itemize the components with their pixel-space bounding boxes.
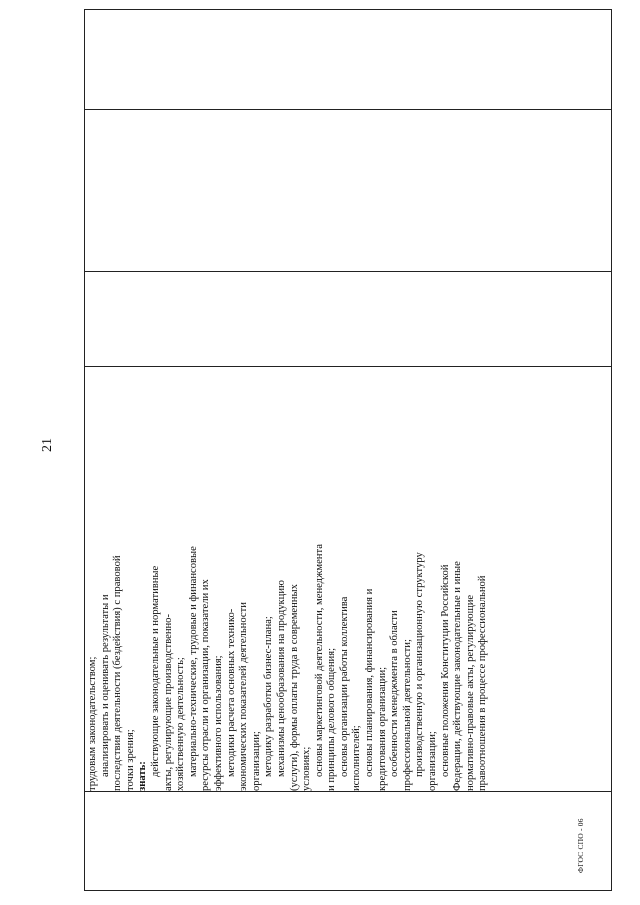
text-line: эффективного использования; bbox=[212, 655, 224, 791]
text-line: механизмы ценообразования на продукцию bbox=[275, 580, 287, 777]
text-line: акты, регулирующие производственно- bbox=[162, 614, 174, 791]
text-line: и принципы делового общения; bbox=[326, 647, 338, 791]
text-line: организации; bbox=[427, 731, 439, 791]
text-line: особенности менеджмента в области bbox=[389, 610, 401, 777]
text-line: анализировать и оценивать результаты и bbox=[99, 594, 111, 777]
text-line: основные положения Конституции Российской bbox=[439, 564, 451, 777]
footer-document-code: ФГОС СПО - 06 bbox=[576, 818, 585, 873]
text-line: точки зрения; bbox=[124, 729, 136, 791]
text-line: хозяйственную деятельность; bbox=[175, 657, 187, 791]
text-line: материально-технические, трудовые и финансовые bbox=[187, 546, 199, 777]
section-heading: знать: bbox=[137, 761, 149, 791]
text-line: условиях; bbox=[301, 746, 313, 791]
text-line: методику разработки бизнес-плана; bbox=[263, 616, 275, 777]
text-line: основы маркетинговой деятельности, менеджмента bbox=[313, 544, 325, 777]
text-line: последствия деятельности (бездействия) с правовой bbox=[112, 555, 124, 791]
text-line: производственную и организационную структуру bbox=[414, 552, 426, 777]
text-line: нормативно-правовые акты, регулирующие bbox=[464, 594, 476, 791]
text-line: ресурсы отрасли и организации, показатели их bbox=[200, 579, 212, 791]
text-line: Федерации, действующие законодательные и иные bbox=[452, 561, 464, 791]
table-column-divider bbox=[85, 109, 611, 110]
text-line: (услуги), формы оплаты труда в современных bbox=[288, 584, 300, 791]
text-line: организации; bbox=[250, 731, 262, 791]
text-line: основы планирования, финансирования и bbox=[364, 588, 376, 777]
knowledge-skills-cell bbox=[87, 371, 489, 791]
text-line: экономических показателей деятельности bbox=[238, 602, 250, 791]
text-line: методики расчета основных технико- bbox=[225, 608, 237, 777]
text-line: профессиональной деятельности; bbox=[401, 639, 413, 791]
table-column-divider bbox=[85, 366, 611, 367]
text-line: трудовым законодательством; bbox=[87, 656, 98, 791]
table-column-divider bbox=[85, 791, 611, 792]
text-line: кредитования организации; bbox=[376, 666, 388, 791]
competency-table bbox=[84, 9, 612, 891]
page-number: 21 bbox=[40, 438, 55, 452]
text-line: исполнителей; bbox=[351, 725, 363, 791]
text-line: правоотношения в процессе профессиональной bbox=[477, 575, 489, 791]
text-line: действующие законодательные и нормативные bbox=[149, 565, 161, 777]
text-line: основы организации работы коллектива bbox=[338, 596, 350, 777]
table-column-divider bbox=[85, 271, 611, 272]
